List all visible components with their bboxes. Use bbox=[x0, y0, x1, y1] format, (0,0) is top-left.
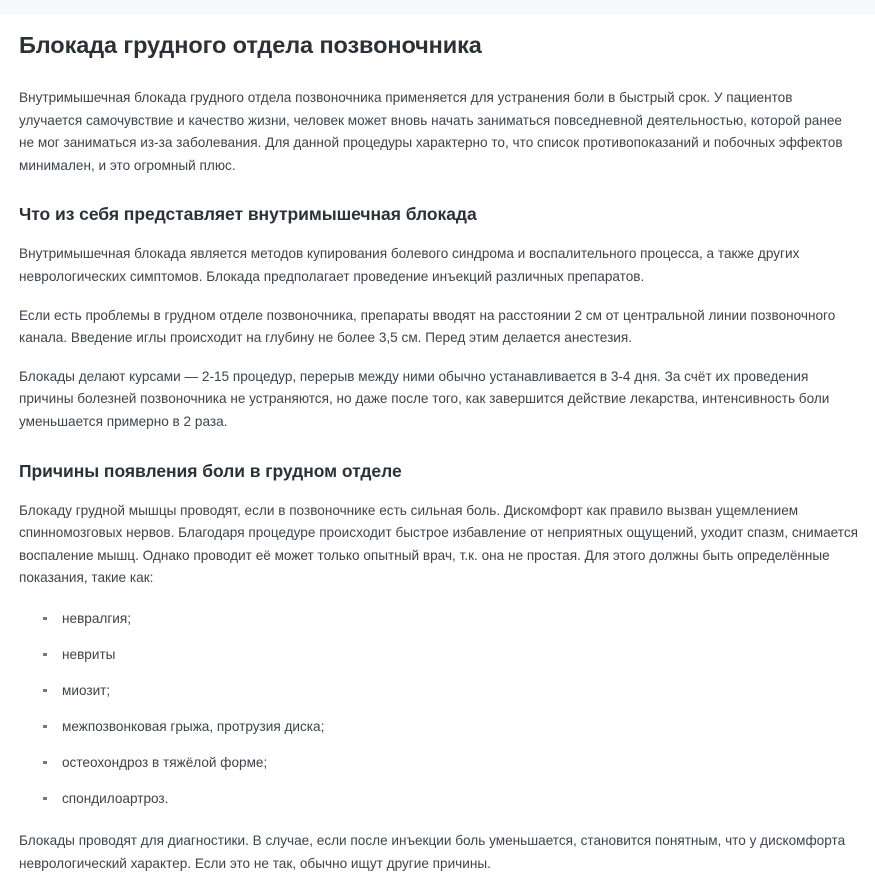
list-item-label: спондилоартроз. bbox=[62, 790, 169, 806]
list-item-label: невралгия; bbox=[62, 610, 132, 626]
section-1-paragraph-1: Внутримышечная блокада является методов купирования болевого синдрома и воспалительного процесса, а также других неврологических симптомов. Блокада предполагает проведение инъекций различных препаратов. bbox=[19, 246, 800, 284]
page-title: Блокада грудного отдела позвоночника bbox=[19, 32, 482, 58]
section-heading-2: Причины появления боли в грудном отделе bbox=[19, 460, 402, 481]
section-1-paragraph-2: Если есть проблемы в грудном отделе позвоночника, препараты вводят на расстоянии 2 см от центральной линии позвоночного канала. Введение иглы происходит на глубину не более 3,5 см. Перед этим делается анестезия. bbox=[19, 307, 836, 346]
bullet-point-icon bbox=[43, 653, 47, 657]
section-1-paragraph-3: Блокады делают курсами — 2-15 процедур, перерыв между ними обычно устанавливается в 3-4 дня. За счёт их проведения причины болезней позвоночника не устраняются, но даже после того, как завершится действие лекарства, интенсивность боли уменьшается примерно в 2 раза. bbox=[19, 368, 830, 429]
page-top-strip bbox=[0, 0, 875, 14]
list-item bbox=[43, 609, 858, 629]
lead-paragraph: Внутримышечная блокада грудного отдела позвоночника применяется для устранения боли в быстрый срок. У пациентов улучается самочувствие и качество жизни, человек может вновь начать заниматься повседневной деятельностью, которой ранее не мог заниматься из-за заболевания. Для данной процедуры характерно то, что список противопоказаний и побочных эффектов минимален, и это огромный плюс. bbox=[19, 90, 843, 173]
bullet-point-icon bbox=[43, 689, 47, 693]
list-item-label: невриты bbox=[62, 646, 116, 662]
list-item bbox=[43, 789, 858, 809]
section-2-closing-paragraph: Блокады проводят для диагностики. В случае, если после инъекции боль уменьшается, становится понятным, что у дискомфорта неврологический характер. Если это не так, обычно ищут другие причины. bbox=[19, 832, 846, 871]
section-heading-1: Что из себя представляет внутримышечная блокада bbox=[19, 204, 477, 225]
section-2-paragraph-1: Блокаду грудной мышцы проводят, если в позвоночнике есть сильная боль. Дискомфорт как правило вызван ущемлением спинномозговых нервов. Благодаря процедуре происходит быстрое избавление от неприятных ощущений, уходит спазм, снимается воспаление мышц. Однако проводит её может только опытный врач, т.к. она не простая. Для этого должны быть определённые показания, такие как: bbox=[19, 502, 858, 586]
bullet-point-icon bbox=[43, 797, 47, 801]
list-item-label: межпозвонковая грыжа, протрузия диска; bbox=[62, 718, 325, 734]
bullet-point-icon bbox=[43, 761, 47, 765]
article-content bbox=[0, 30, 875, 875]
list-item bbox=[43, 645, 858, 665]
bullet-point-icon bbox=[43, 617, 47, 621]
indications-list bbox=[19, 609, 858, 809]
list-item bbox=[43, 681, 858, 701]
list-item-label: миозит; bbox=[62, 682, 111, 698]
list-item-label: остеохондроз в тяжёлой форме; bbox=[62, 754, 268, 770]
list-item bbox=[43, 717, 858, 737]
list-item bbox=[43, 753, 858, 773]
bullet-point-icon bbox=[43, 725, 47, 729]
